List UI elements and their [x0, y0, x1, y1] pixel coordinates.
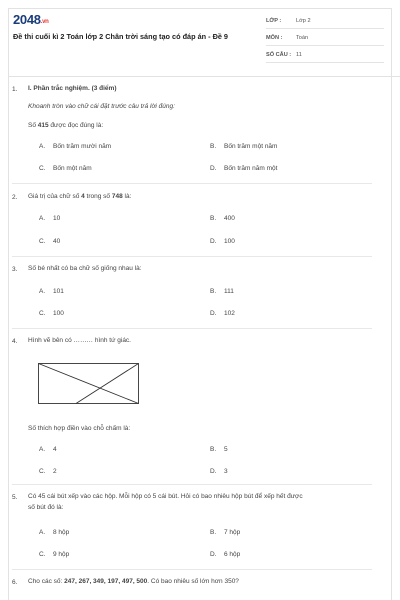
question-divider	[12, 569, 372, 570]
header-divider	[8, 76, 400, 77]
option-letter: D.	[210, 238, 217, 245]
meta-label: SỐ CÂU :	[266, 52, 292, 58]
page-title: Đề thi cuối kì 2 Toán lớp 2 Chân trời sáng tạo có đáp án - Đề 9	[13, 32, 228, 41]
option-text: 101	[53, 288, 64, 295]
option-d[interactable]	[210, 238, 235, 245]
option-letter: D.	[210, 551, 217, 558]
option-letter: C.	[39, 238, 46, 245]
meta-value: 11	[296, 52, 302, 58]
option-letter: C.	[39, 468, 46, 475]
option-letter: A.	[39, 529, 46, 536]
option-letter: C.	[39, 310, 46, 317]
meta-row-grade	[266, 15, 384, 29]
question-prompt	[28, 122, 103, 129]
option-text: 5	[224, 446, 228, 453]
meta-row-count	[266, 49, 384, 63]
option-text: 9 hộp	[53, 551, 70, 558]
meta-row-subject	[266, 32, 384, 46]
meta-info	[266, 15, 384, 66]
question-number-value: 748	[111, 193, 123, 200]
option-c[interactable]	[39, 238, 60, 245]
option-text: 400	[224, 215, 235, 222]
question-instruction: Khoanh tròn vào chữ cái đặt trước câu trả lời đúng:	[28, 103, 175, 110]
logo-text: 2048	[13, 12, 41, 27]
meta-value: Lớp 2	[296, 18, 311, 24]
option-b[interactable]	[210, 288, 234, 295]
question-number: 5.	[12, 494, 18, 501]
question-divider	[12, 484, 372, 485]
option-a[interactable]	[39, 529, 69, 536]
option-a[interactable]	[39, 288, 64, 295]
question-text-part: . Có bao nhiêu số lớn hơn 350?	[147, 578, 239, 585]
option-d[interactable]	[210, 165, 277, 172]
option-d[interactable]	[210, 468, 228, 475]
question-text: Hình vẽ bên có ……… hình tứ giác.	[28, 337, 131, 344]
question-divider	[12, 183, 372, 184]
prompt-number: 415	[37, 122, 49, 129]
option-letter: B.	[210, 446, 217, 453]
question-text	[28, 192, 378, 202]
question-text-part: Cho các số:	[28, 578, 65, 585]
option-text: 100	[224, 238, 235, 245]
option-text: 102	[224, 310, 235, 317]
option-letter: D.	[210, 310, 217, 317]
option-letter: B.	[210, 143, 217, 150]
question-text: Số bé nhất có ba chữ số giống nhau là:	[28, 265, 142, 272]
option-letter: B.	[210, 215, 217, 222]
option-a[interactable]	[39, 143, 111, 150]
question-text-part: Giá trị của chữ số	[28, 193, 82, 200]
question-text-line1: Có 45 cái bút xếp vào các hộp. Mỗi hộp có 5 cái bút. Hỏi có bao nhiêu hộp bút để xếp hết được	[28, 493, 303, 500]
option-b[interactable]	[210, 446, 228, 453]
option-text: 100	[53, 310, 64, 317]
question-text-part: là:	[122, 193, 132, 200]
meta-label: MÔN :	[266, 35, 283, 41]
option-letter: A.	[39, 446, 46, 453]
option-c[interactable]	[39, 165, 92, 172]
option-text: Bốn trăm một năm	[224, 143, 278, 150]
meta-value: Toán	[296, 35, 309, 41]
prompt-text: được đọc đúng là:	[48, 122, 104, 129]
option-letter: A.	[39, 288, 46, 295]
option-b[interactable]	[210, 529, 240, 536]
option-letter: C.	[39, 551, 46, 558]
question-prompt: Số thích hợp điền vào chỗ chấm là:	[28, 425, 131, 432]
option-letter: D.	[210, 468, 217, 475]
option-letter: B.	[210, 529, 217, 536]
option-text: 3	[224, 468, 228, 475]
question-number: 6.	[12, 579, 18, 586]
option-d[interactable]	[210, 551, 240, 558]
meta-label: LỚP :	[266, 18, 282, 24]
question-number: 3.	[12, 266, 18, 273]
option-letter: A.	[39, 215, 46, 222]
quadrilateral-figure	[38, 363, 139, 404]
option-c[interactable]	[39, 551, 69, 558]
option-a[interactable]	[39, 446, 57, 453]
option-letter: C.	[39, 165, 46, 172]
logo-suffix: .vn	[40, 19, 49, 25]
question-number: 1.	[12, 86, 18, 93]
question-divider	[12, 256, 372, 257]
question-number: 4.	[12, 338, 18, 345]
question-text: I. Phần trắc nghiệm. (3 điểm)	[28, 85, 117, 92]
question-text-part: trong số	[84, 193, 112, 200]
prompt-text: Số	[28, 122, 38, 129]
option-letter: B.	[210, 288, 217, 295]
option-text: 40	[53, 238, 61, 245]
option-text: 8 hộp	[53, 529, 70, 536]
option-letter: A.	[39, 143, 46, 150]
option-text: 6 hộp	[224, 551, 241, 558]
option-text: Bốn trăm mười năm	[53, 143, 112, 150]
question-digit: 4	[81, 193, 85, 200]
option-c[interactable]	[39, 310, 64, 317]
question-text-line2: số bút đó là:	[28, 504, 64, 511]
document-header	[13, 12, 383, 68]
option-text: 7 hộp	[224, 529, 241, 536]
option-text: 2	[53, 468, 57, 475]
option-c[interactable]	[39, 468, 57, 475]
option-letter: D.	[210, 165, 217, 172]
option-text: Bốn trăm năm một	[224, 165, 278, 172]
question-text	[28, 577, 378, 587]
question-divider	[12, 328, 372, 329]
option-a[interactable]	[39, 215, 60, 222]
question-number-list: 247, 267, 349, 197, 497, 500	[64, 578, 148, 585]
site-logo[interactable]	[13, 12, 49, 27]
option-text: 10	[53, 215, 61, 222]
option-b[interactable]	[210, 143, 277, 150]
question-number: 2.	[12, 194, 18, 201]
option-text: Bốn một năm	[53, 165, 92, 172]
option-d[interactable]	[210, 310, 235, 317]
option-text: 4	[53, 446, 57, 453]
option-text: 111	[224, 288, 234, 295]
option-b[interactable]	[210, 215, 235, 222]
